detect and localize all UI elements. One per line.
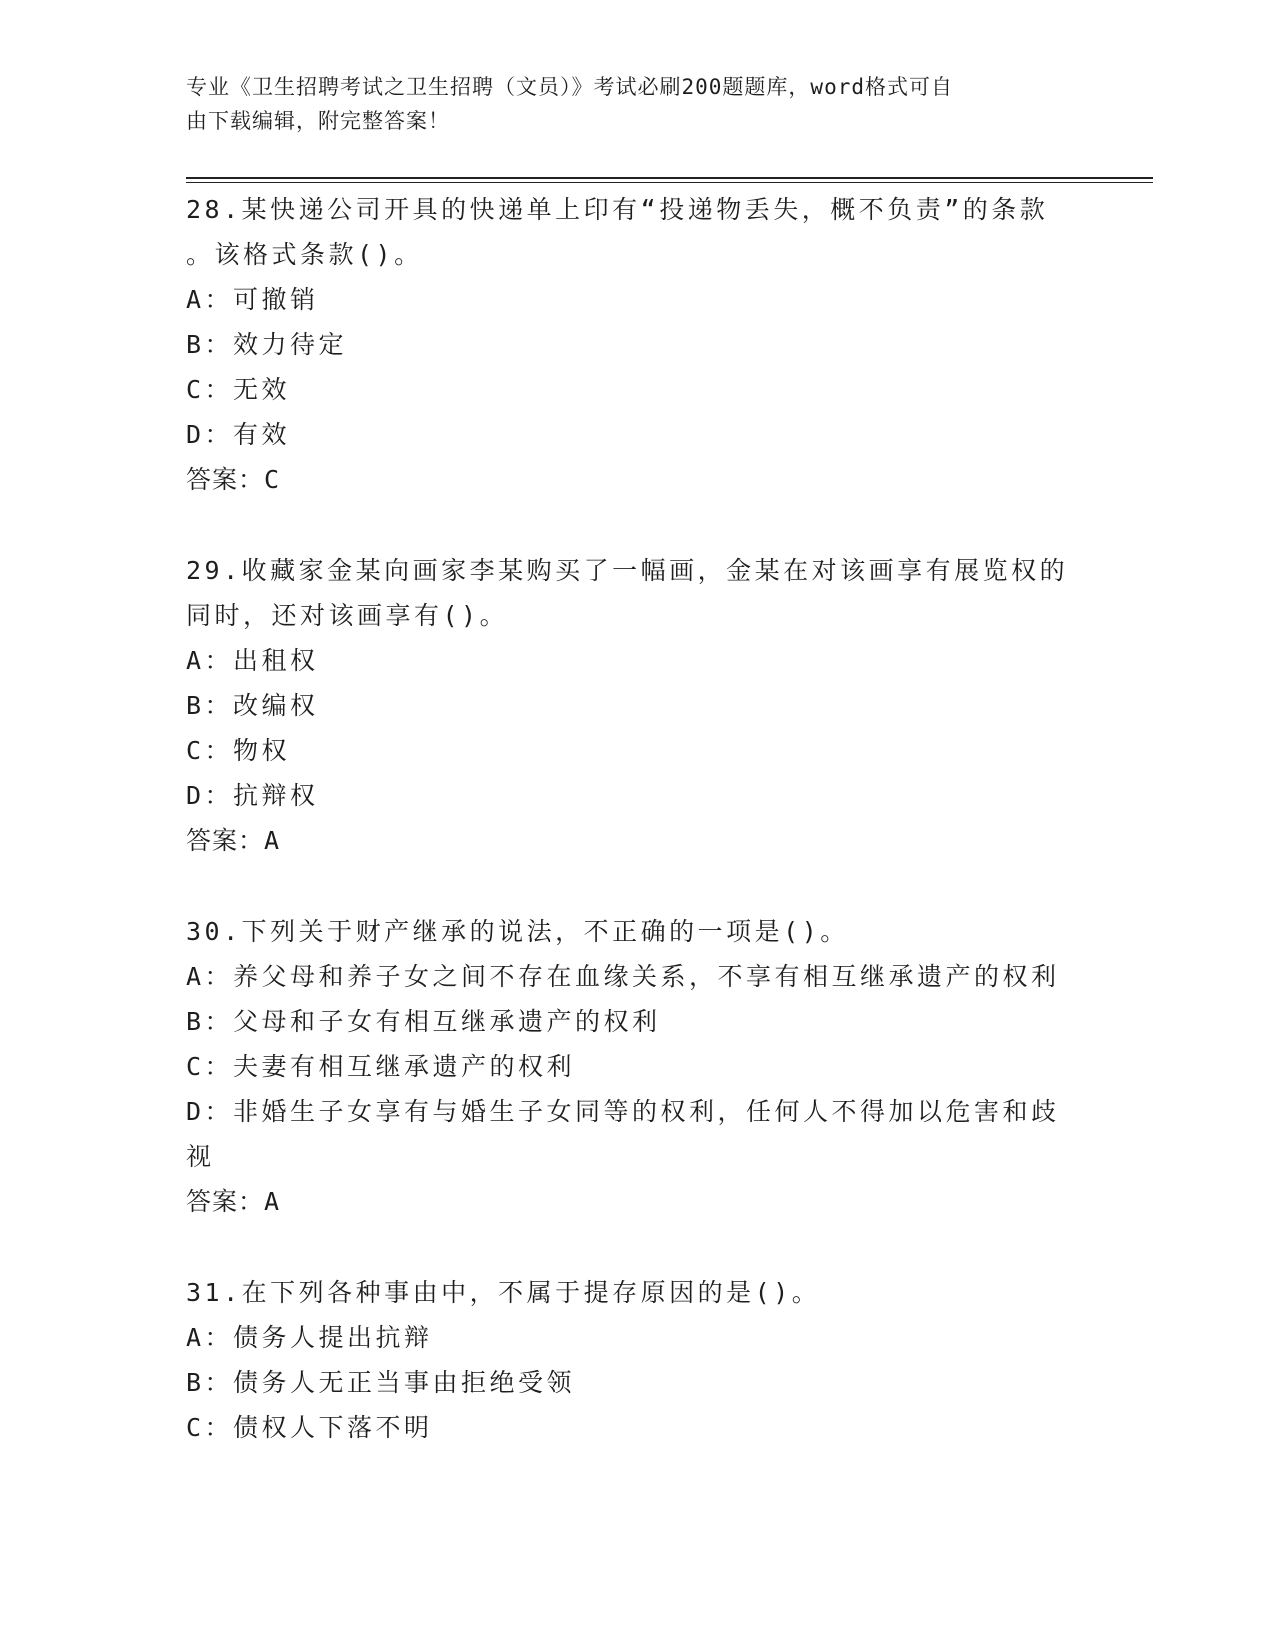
question-30 (186, 909, 1086, 1224)
question-stem: 。该格式条款()。 (186, 240, 423, 269)
answer-value: A (264, 1187, 281, 1216)
question-28 (186, 187, 1086, 502)
answer-value: C (264, 465, 281, 494)
option-d: D：有效 (186, 420, 291, 449)
answer-label: 答案： (186, 465, 265, 494)
option-b: B：父母和子女有相互继承遗产的权利 (186, 1007, 661, 1036)
option-a: A：债务人提出抗辩 (186, 1323, 433, 1352)
answer-label: 答案： (186, 1187, 265, 1216)
option-a: A：出租权 (186, 646, 319, 675)
question-31 (186, 1270, 1086, 1450)
header-line-2: 由下载编辑，附完整答案！ (186, 109, 450, 133)
answer (186, 1179, 1086, 1224)
option-b: B：效力待定 (186, 330, 348, 359)
question-stem: 28.某快递公司开具的快递单上印有“投递物丢失，概不负责”的条款 (186, 195, 1049, 224)
document-header (186, 70, 1066, 138)
option-a: A：可撤销 (186, 285, 319, 314)
header-divider-thin (186, 182, 1153, 183)
option-c: C：债权人下落不明 (186, 1413, 433, 1442)
question-stem: 同时，还对该画享有()。 (186, 601, 509, 630)
answer-label: 答案： (186, 826, 265, 855)
option-c: C：无效 (186, 375, 291, 404)
option-c: C：物权 (186, 736, 291, 765)
question-stem: 31.在下列各种事由中，不属于提存原因的是()。 (186, 1278, 821, 1307)
question-stem: 29.收藏家金某向画家李某购买了一幅画，金某在对该画享有展览权的 (186, 556, 1069, 585)
option-d: D：非婚生子女享有与婚生子女同等的权利，任何人不得加以危害和歧 (186, 1097, 1060, 1126)
option-c: C：夫妻有相互继承遗产的权利 (186, 1052, 576, 1081)
option-d: D：抗辩权 (186, 781, 319, 810)
header-line-1: 专业《卫生招聘考试之卫生招聘（文员）》考试必刷200题题库，word格式可自 (186, 75, 953, 99)
question-29 (186, 548, 1086, 863)
option-b: B：债务人无正当事由拒绝受领 (186, 1368, 576, 1397)
answer-value: A (264, 826, 281, 855)
answer (186, 818, 1086, 863)
option-b: B：改编权 (186, 691, 319, 720)
option-a: A：养父母和养子女之间不存在血缘关系，不享有相互继承遗产的权利 (186, 962, 1060, 991)
option-d-continued: 视 (186, 1142, 215, 1171)
question-list (186, 187, 1086, 1496)
answer (186, 457, 1086, 502)
header-divider-thick (186, 177, 1153, 179)
question-stem: 30.下列关于财产继承的说法，不正确的一项是()。 (186, 917, 849, 946)
